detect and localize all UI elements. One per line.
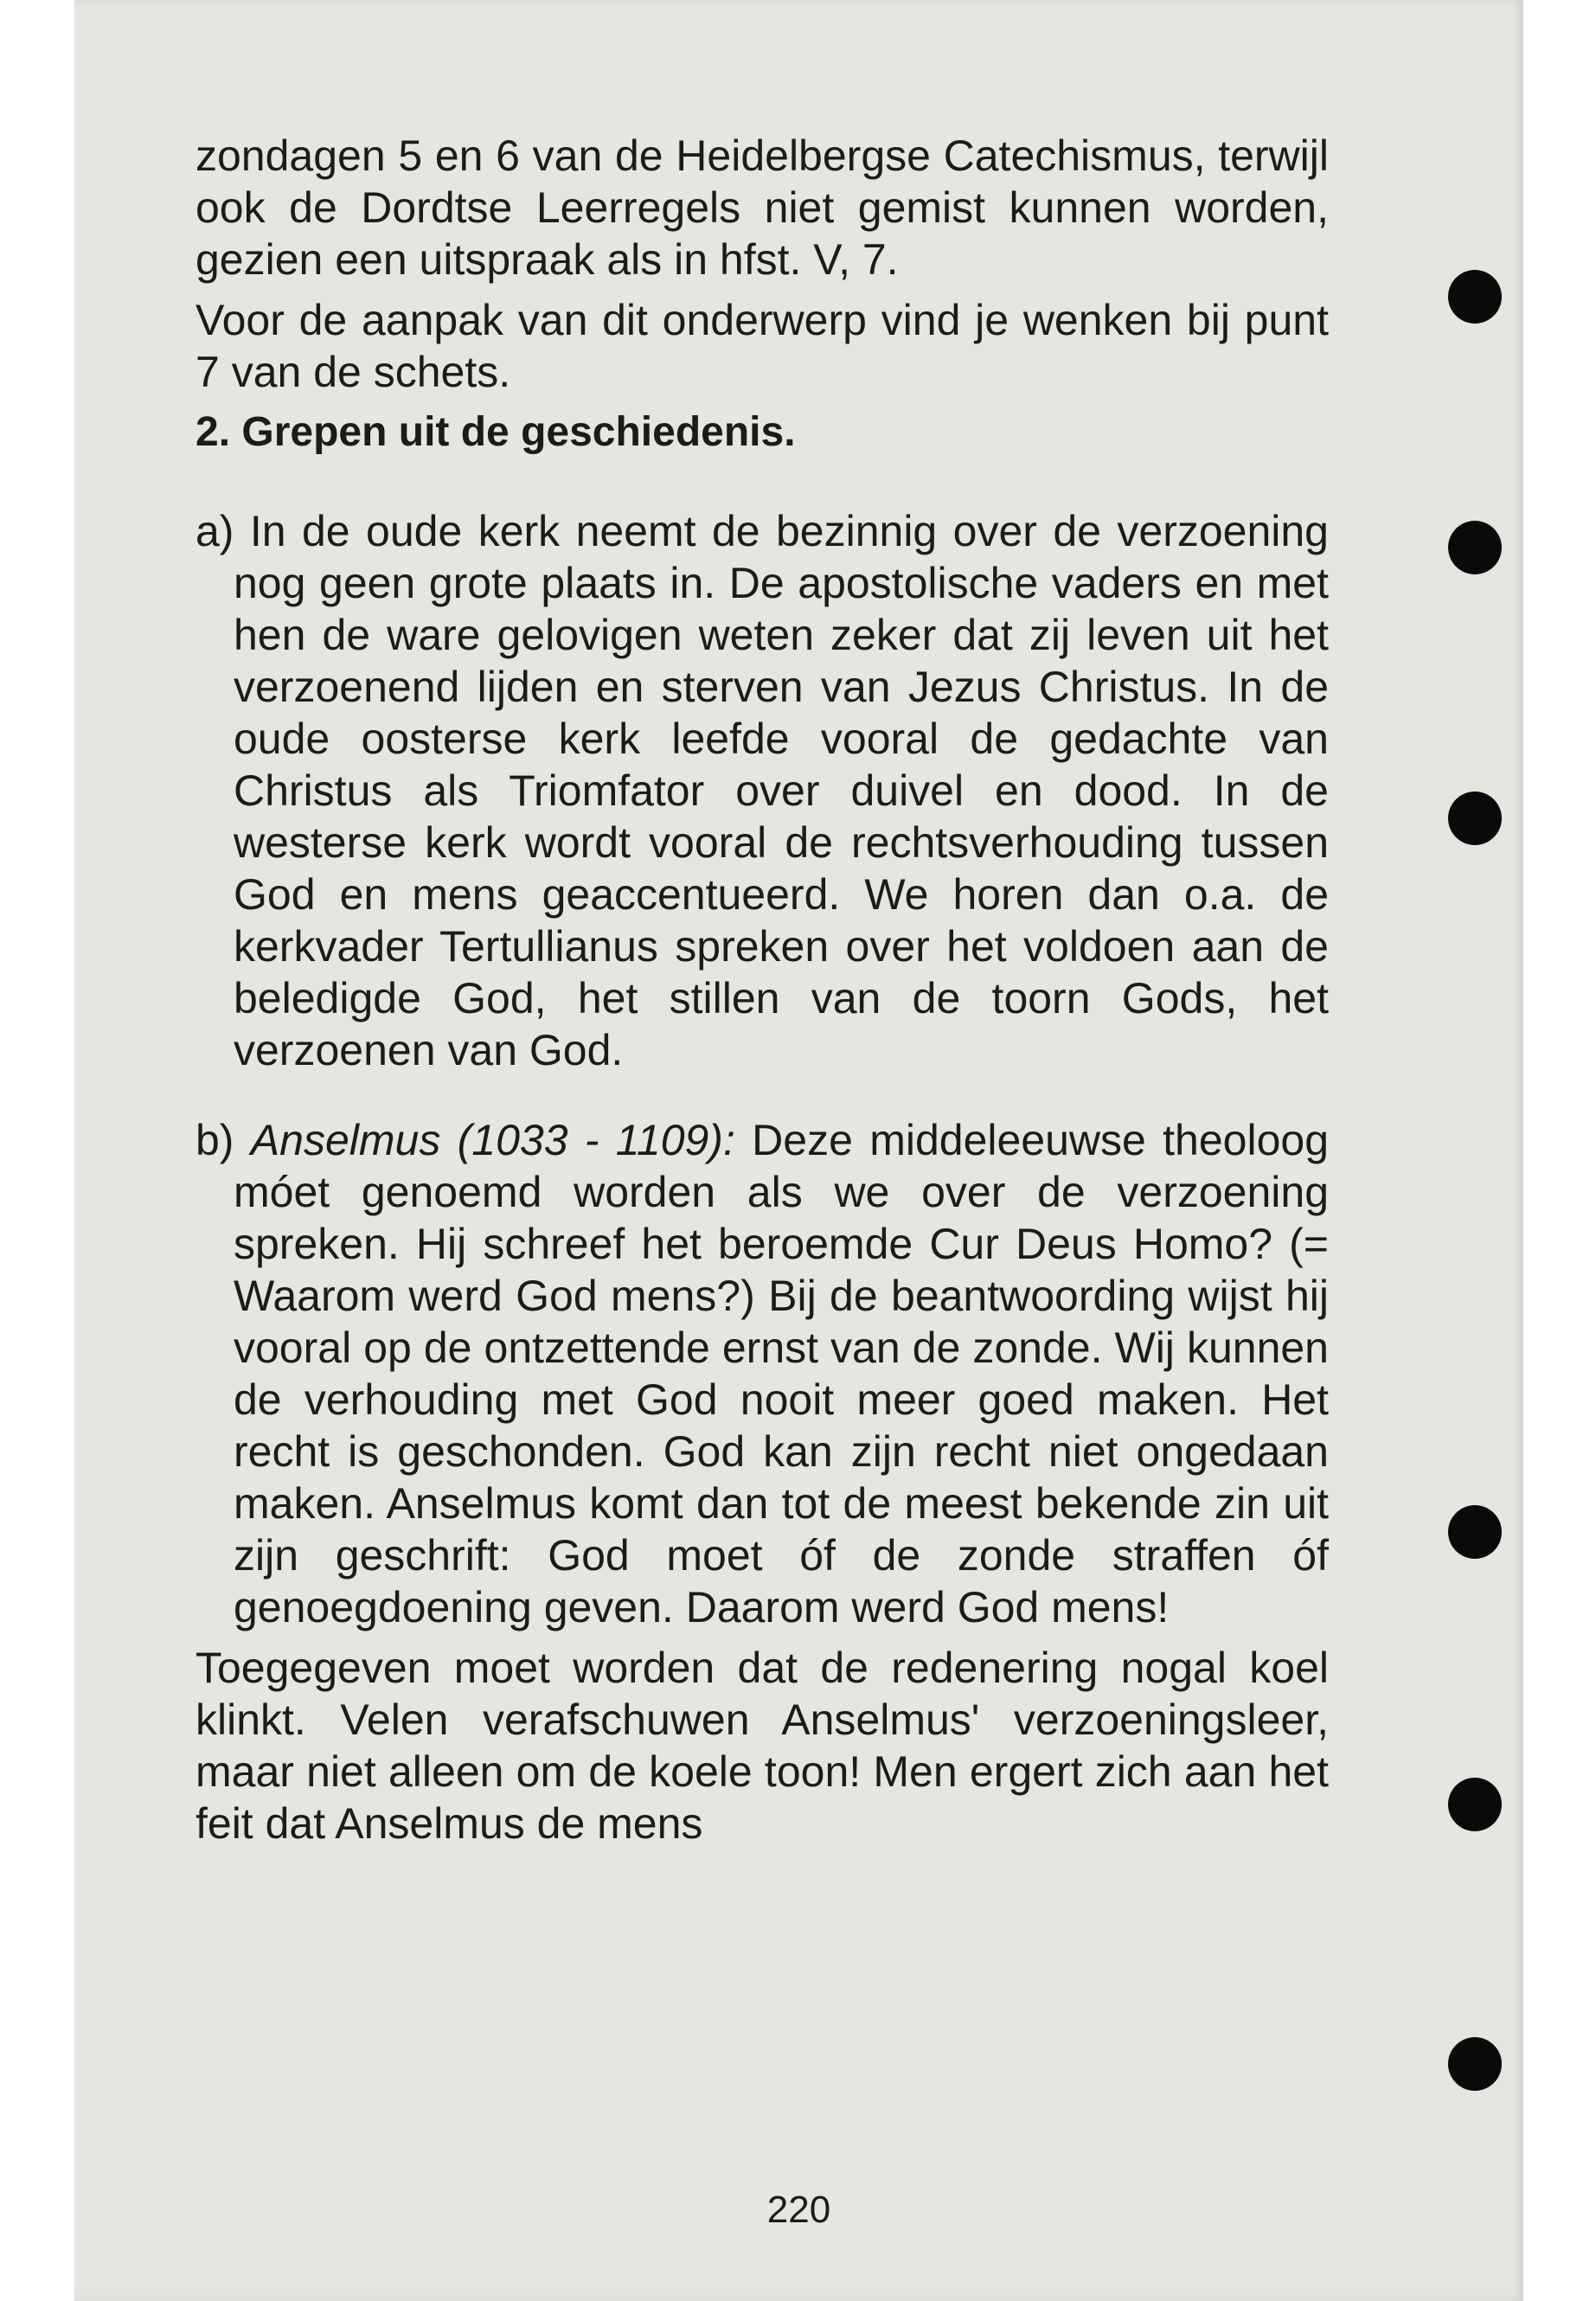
paragraph-approach: Voor de aanpak van dit onderwerp vind je wenken bij punt 7 van de schets. xyxy=(195,296,1329,396)
anselmus-prefix: b) xyxy=(195,1116,251,1164)
book-page xyxy=(74,0,1523,2301)
paragraph-anselmus xyxy=(195,1114,1329,1633)
anselmus-label: Anselmus (1033 - 1109): xyxy=(250,1116,735,1164)
page-content xyxy=(195,130,1329,1858)
anselmus-text: Deze middeleeuwse theoloog móet genoemd worden als we over de verzoening spreken. Hij schreef het beroemde Cur Deus Homo? (= Waarom werd God mens?) Bij de beantwoording wijst hij vooral op de ontzettende ernst van de zonde. Wij kunnen de verhouding met God nooit meer goed maken. Het recht is geschonden. God kan zijn recht niet ongedaan maken. Anselmus komt dan tot de meest bekende zin uit zijn geschrift: God moet óf de zonde straffen óf genoegdoening geven. Daarom werd God mens! xyxy=(234,1116,1329,1631)
section-heading: 2. Grepen uit de geschiedenis. xyxy=(195,409,796,455)
paragraph-conclusion: Toegegeven moet worden dat de redenering nogal koel klinkt. Velen verafschuwen Anselmus' verzoeningsleer, maar niet alleen om de koele toon! Men ergert zich aan het feit dat Anselmus de mens xyxy=(195,1644,1329,1848)
punch-hole xyxy=(1448,1505,1502,1559)
punch-hole xyxy=(1448,521,1502,574)
punch-hole xyxy=(1448,270,1502,324)
punch-hole xyxy=(1448,2037,1502,2091)
paragraph-catechism: zondagen 5 en 6 van de Heidelbergse Catechismus, terwijl ook de Dordtse Leerregels niet gemist kunnen worden, gezien een uitspraak als in hfst. V, 7. xyxy=(195,131,1329,284)
page-number: 220 xyxy=(766,2189,831,2231)
punch-hole xyxy=(1448,792,1502,845)
punch-hole xyxy=(1448,1778,1502,1831)
paragraph-old-church: a) In de oude kerk neemt de bezinnig over de verzoening nog geen grote plaats in. De apostolische vaders en met hen de ware gelovigen weten zeker dat zij leven uit het verzoenend lijden en sterven van Jezus Christus. In de oude oosterse kerk leefde vooral de gedachte van Christus als Triomfator over duivel en dood. In de westerse kerk wordt vooral de rechtsverhouding tussen God en mens geaccentueerd. We horen dan o.a. de kerkvader Tertullianus spreken over het voldoen aan de beledigde God, het stillen van de toorn Gods, het verzoenen van God. xyxy=(195,507,1329,1074)
